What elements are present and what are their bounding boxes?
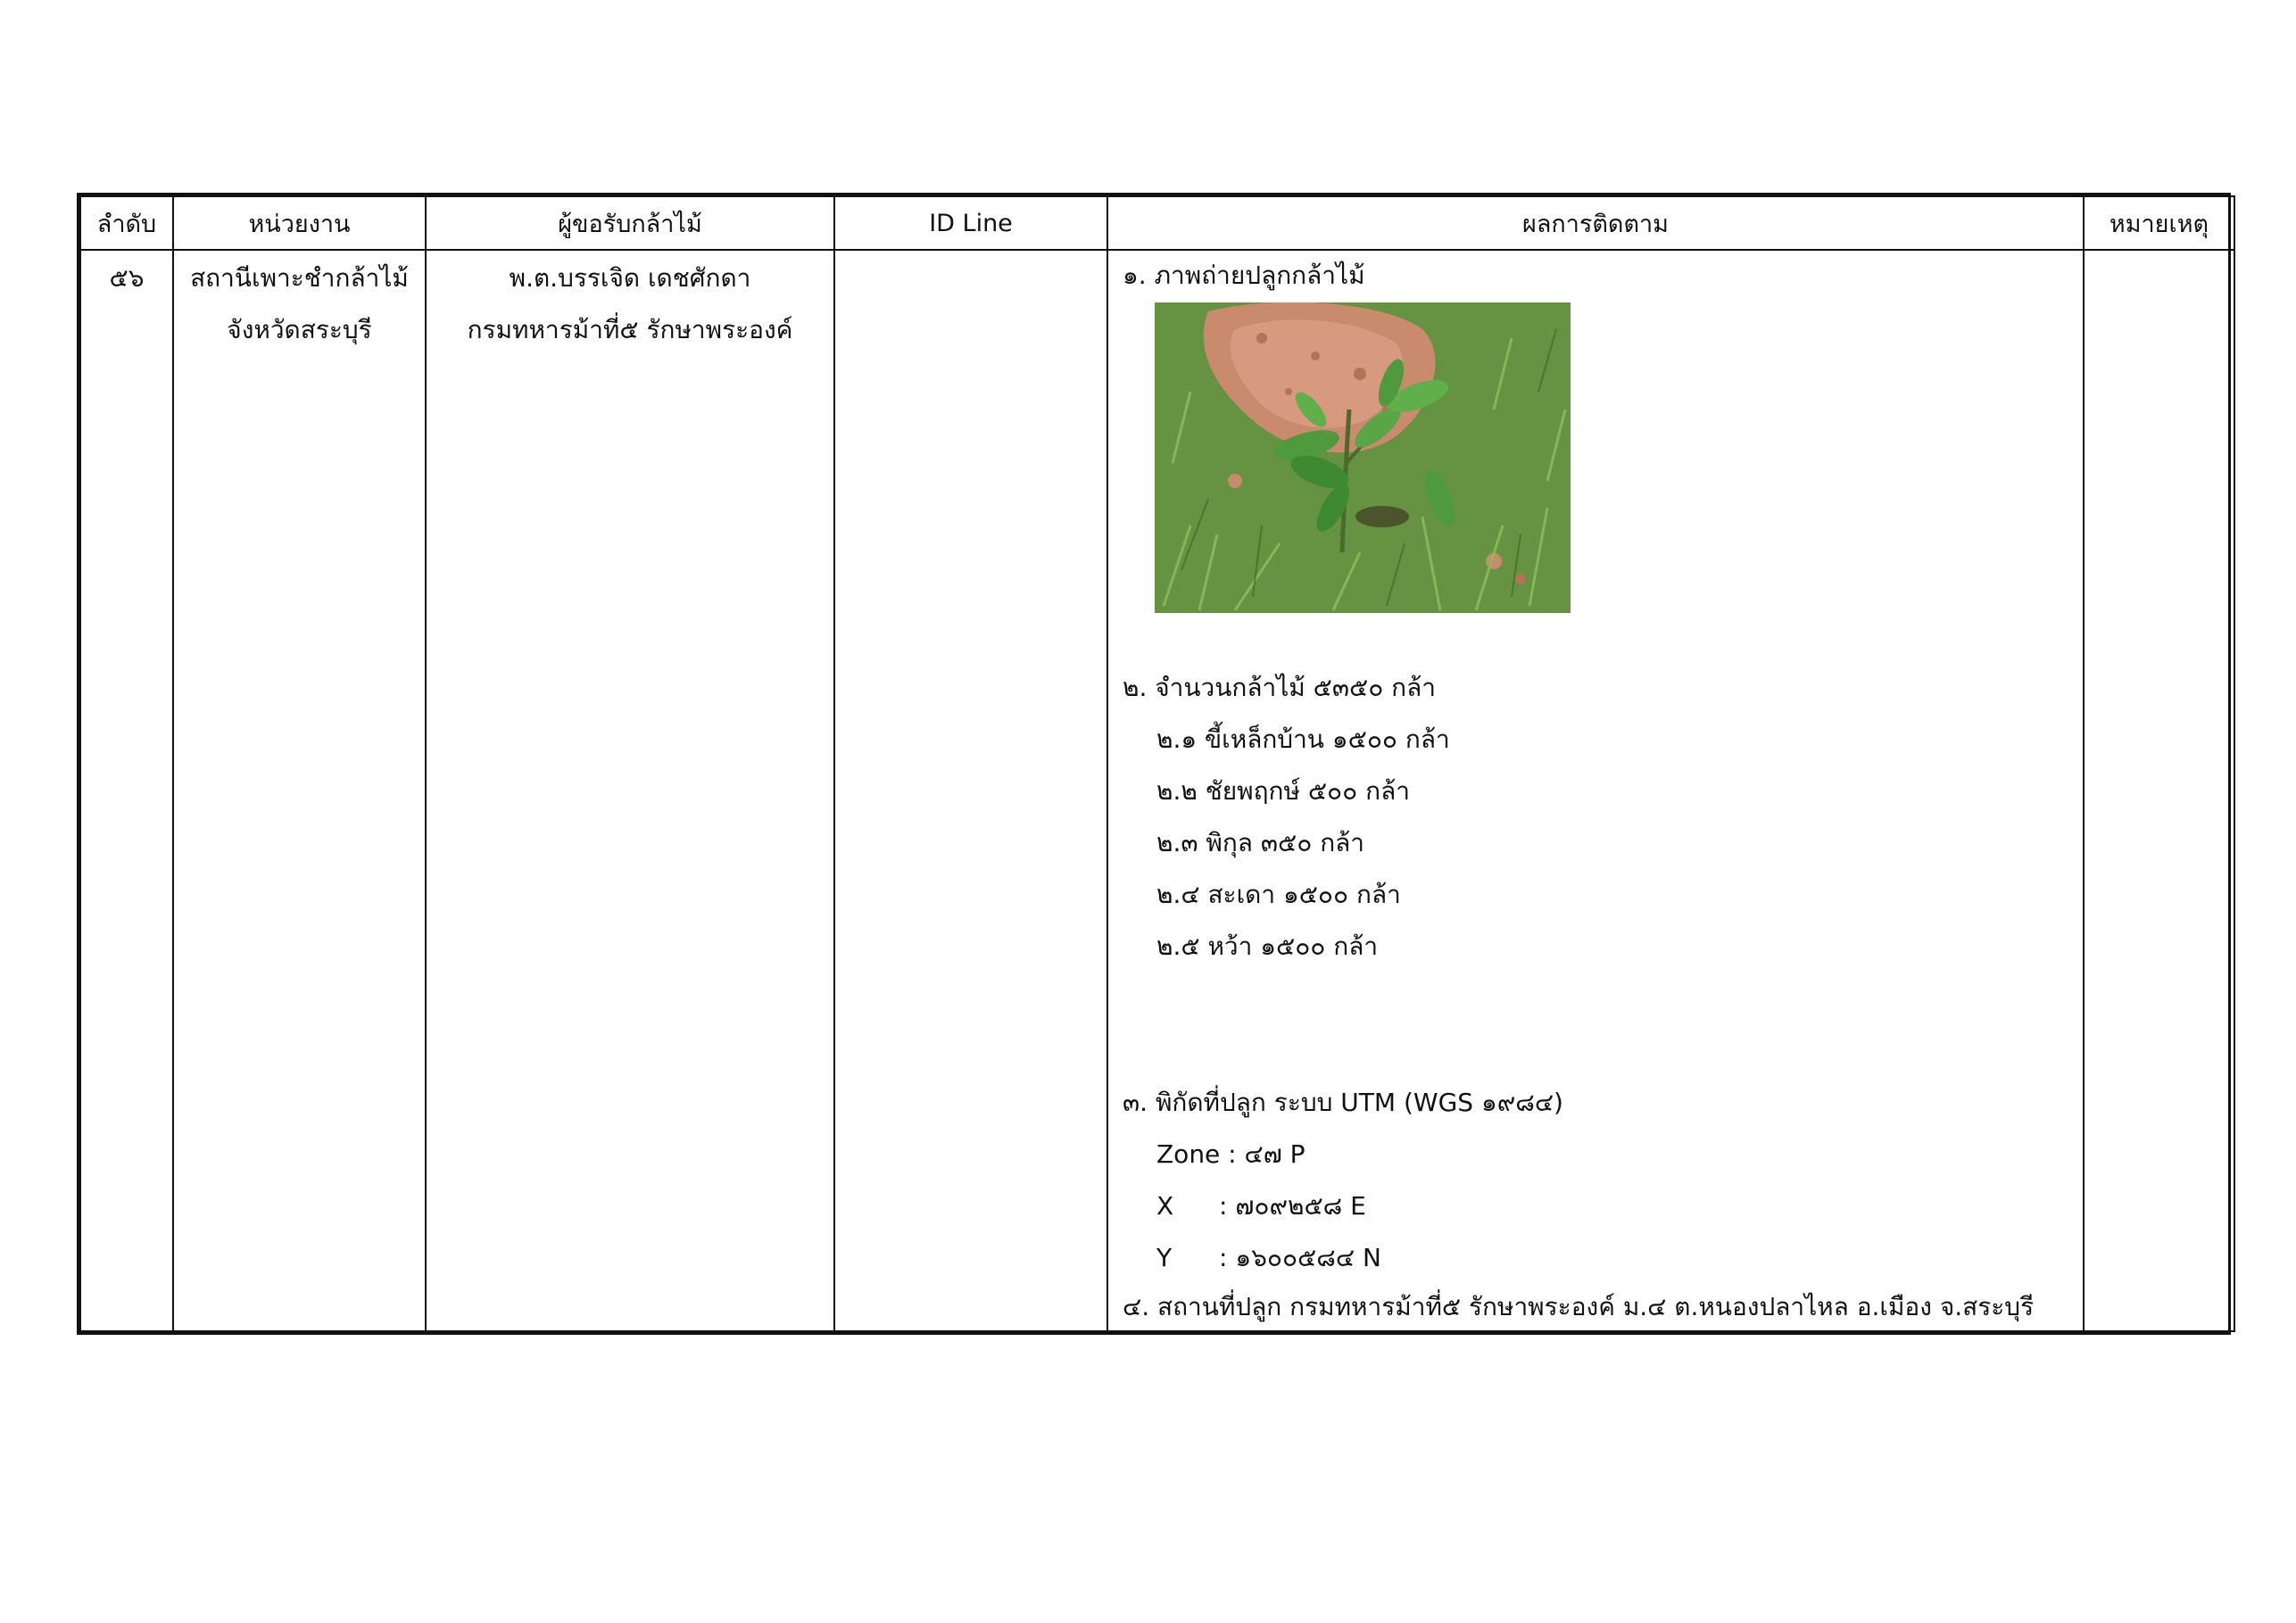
result-item3: ๓. พิกัดที่ปลูก ระบบ UTM (WGS ๑๙๘๔): [1123, 1088, 1563, 1117]
header-row: [80, 196, 2234, 250]
header-note: หมายเหตุ: [2084, 196, 2234, 250]
seedling-photo-icon: [1155, 302, 1571, 613]
result-sub-item-3: ๒.๓ พิกุล ๓๕๐ กล้า: [1156, 828, 1365, 857]
utm-y: [1156, 1240, 1381, 1276]
recipient-line2: กรมทหารม้าที่๕ รักษาพระองค์: [467, 315, 793, 344]
follow-up-table: [79, 195, 2235, 1332]
result-sub-item-2: ๒.๒ ชัยพฤกษ์ ๕๐๐ กล้า: [1156, 776, 1410, 806]
row-number: ๕๖: [109, 263, 145, 293]
cell-agency: [173, 250, 426, 1331]
header-no: ลำดับ: [80, 196, 173, 250]
cell-recipient: [426, 250, 834, 1331]
cell-note: [2084, 250, 2234, 1331]
utm-x: [1156, 1188, 1366, 1224]
recipient-line1: พ.ต.บรรเจิด เดชศักดา: [509, 263, 751, 293]
utm-zone: Zone : ๔๗ P: [1156, 1139, 1305, 1169]
cell-no: [80, 250, 173, 1331]
utm-x-label: X: [1156, 1191, 1174, 1221]
cell-result: [1107, 250, 2084, 1331]
agency-line2: จังหวัดสระบุรี: [227, 315, 372, 344]
utm-y-label: Y: [1156, 1243, 1173, 1272]
header-result: ผลการติดตาม: [1107, 196, 2084, 250]
result-sub-item-5: ๒.๕ หว้า ๑๕๐๐ กล้า: [1156, 932, 1379, 961]
result-sub-item-1: ๒.๑ ขี้เหล็กบ้าน ๑๕๐๐ กล้า: [1156, 725, 1450, 754]
table-row: [80, 250, 2234, 1331]
cell-id-line: [834, 250, 1107, 1331]
note-value: [2085, 251, 2234, 253]
id-line-value: [835, 251, 1107, 253]
result-item1: ๑. ภาพถ่ายปลูกกล้าไม้: [1123, 261, 1365, 290]
utm-y-value: : ๑๖๐๐๕๘๔ N: [1219, 1243, 1381, 1272]
report-sheet: [77, 193, 2231, 1335]
result-sub-item-4: ๒.๔ สะเดา ๑๕๐๐ กล้า: [1156, 880, 1401, 909]
header-id-line: ID Line: [834, 196, 1107, 250]
result-item4: ๔. สถานที่ปลูก กรมทหารม้าที่๕ รักษาพระองค์ ม.๔ ต.หนองปลาไหล อ.เมือง จ.สระบุรี: [1123, 1292, 2035, 1321]
header-agency: หน่วยงาน: [173, 196, 426, 250]
header-recipient: ผู้ขอรับกล้าไม้: [426, 196, 834, 250]
result-item2: ๒. จำนวนกล้าไม้ ๕๓๕๐ กล้า: [1123, 673, 1437, 702]
agency-line1: สถานีเพาะชำกล้าไม้: [190, 263, 409, 293]
utm-x-value: : ๗๐๙๒๕๘ E: [1219, 1191, 1366, 1221]
